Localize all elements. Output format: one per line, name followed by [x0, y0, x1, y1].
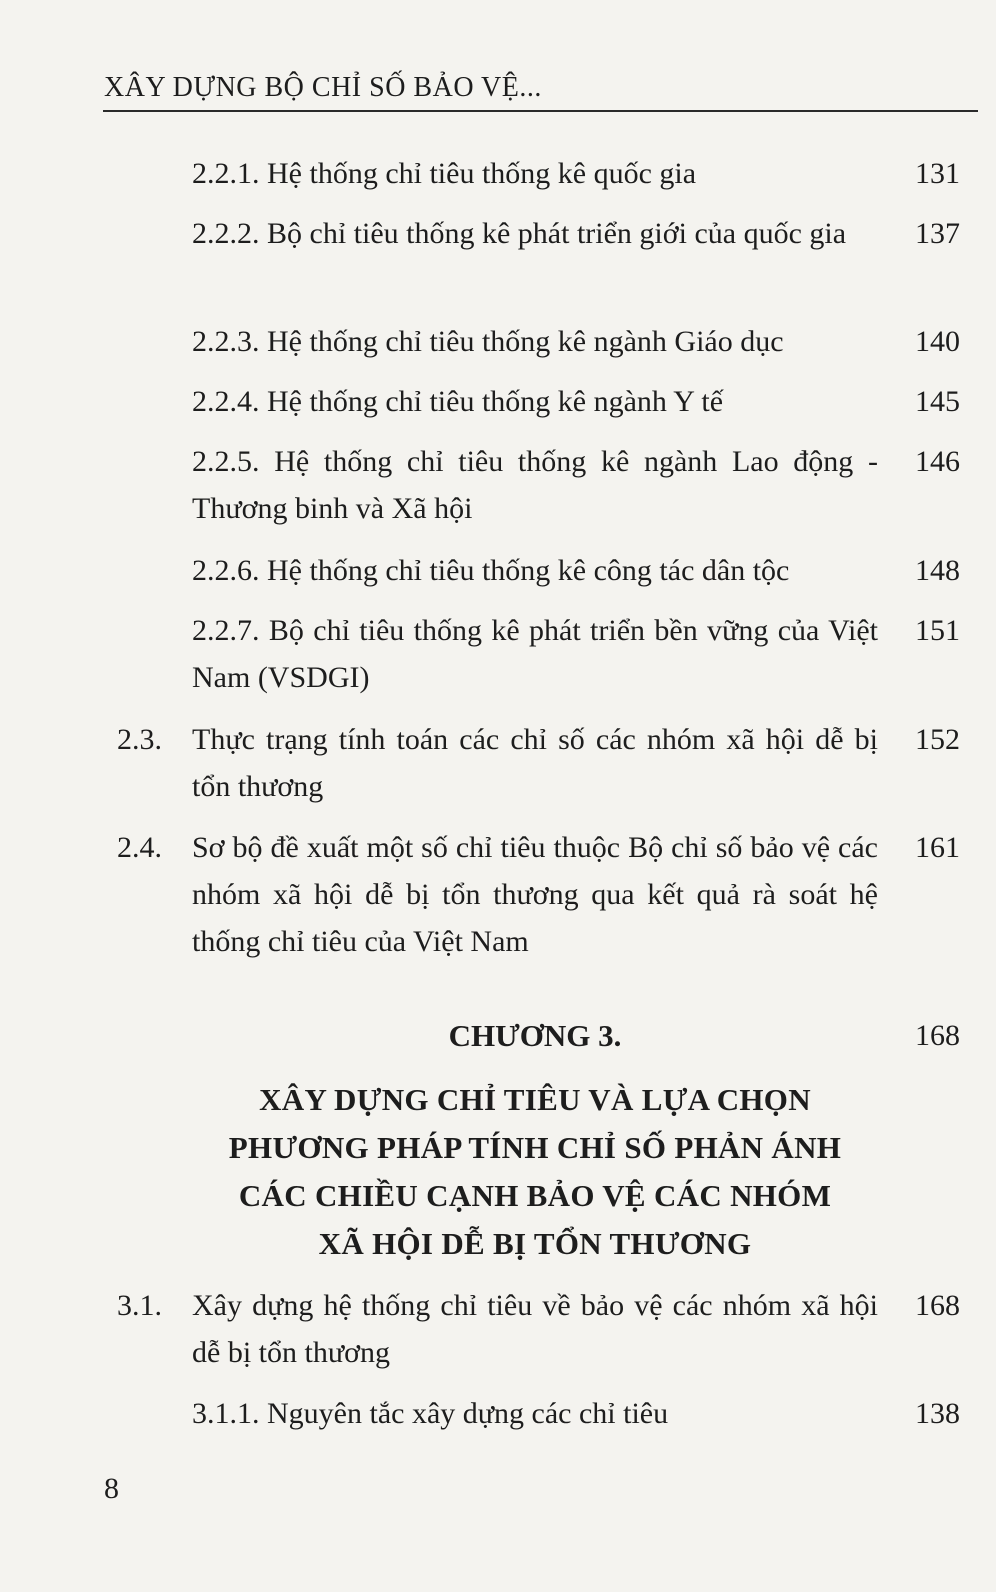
toc-entry-text: 3.1.1. Nguyên tắc xây dựng các chỉ tiêu — [192, 1397, 669, 1430]
toc-entry-page: 140 — [915, 325, 960, 358]
chapter-page: 168 — [915, 1019, 960, 1052]
toc-entry-page: 131 — [915, 157, 960, 190]
running-header: XÂY DỰNG BỘ CHỈ SỐ BẢO VỆ... — [104, 72, 542, 103]
toc-entry-text: 2.2.2. Bộ chỉ tiêu thống kê phát triển giới của quốc gia — [192, 217, 847, 250]
toc-entry-text: 2.2.7. Bộ chỉ tiêu thống kê phát triển bền vững của Việt Nam (VSDGI) — [192, 614, 878, 694]
toc-entry-page: 148 — [915, 554, 960, 587]
header-rule — [103, 110, 978, 112]
toc-entry-page: 161 — [915, 831, 960, 864]
toc-entry-number: 3.1. — [117, 1289, 162, 1322]
toc-entry-text: 2.2.5. Hệ thống chỉ tiêu thống kê ngành Lao động - Thương binh và Xã hội — [192, 445, 878, 525]
toc-entry-text: 2.2.3. Hệ thống chỉ tiêu thống kê ngành Giáo dục — [192, 325, 784, 358]
toc-entry-page: 151 — [915, 614, 960, 647]
toc-entry-page: 137 — [915, 217, 960, 250]
toc-entry-number: 2.4. — [117, 831, 162, 864]
chapter-heading — [192, 1076, 878, 1268]
toc-entry-text: 2.2.4. Hệ thống chỉ tiêu thống kê ngành Y tế — [192, 385, 724, 418]
toc-entry-page: 138 — [915, 1397, 960, 1430]
toc-entry-page: 168 — [915, 1289, 960, 1322]
toc-entry-text: Sơ bộ đề xuất một số chỉ tiêu thuộc Bộ chỉ số bảo vệ các nhóm xã hội dễ bị tổn thương qua kết quả rà soát hệ thống chỉ tiêu của Việt Nam — [192, 831, 878, 958]
chapter-heading-line: XÂY DỰNG CHỈ TIÊU VÀ LỰA CHỌN — [259, 1082, 811, 1117]
toc-entry-page: 152 — [915, 723, 960, 756]
chapter-heading-line: PHƯƠNG PHÁP TÍNH CHỈ SỐ PHẢN ÁNH — [228, 1130, 842, 1165]
toc-entry-text: Xây dựng hệ thống chỉ tiêu về bảo vệ các nhóm xã hội dễ bị tổn thương — [192, 1289, 878, 1369]
page-number: 8 — [104, 1472, 119, 1505]
toc-entry-page: 145 — [915, 385, 960, 418]
chapter-heading-line: CÁC CHIỀU CẠNH BẢO VỆ CÁC NHÓM — [238, 1178, 832, 1213]
toc-entry-text: 2.2.6. Hệ thống chỉ tiêu thống kê công tác dân tộc — [192, 554, 790, 587]
toc-entry-text: Thực trạng tính toán các chỉ số các nhóm xã hội dễ bị tổn thương — [192, 723, 878, 803]
toc-entry-page: 146 — [915, 445, 960, 478]
toc-entry-number: 2.3. — [117, 723, 162, 756]
chapter-label: CHƯƠNG 3. — [448, 1018, 622, 1053]
toc-entry-text: 2.2.1. Hệ thống chỉ tiêu thống kê quốc gia — [192, 157, 697, 190]
chapter-heading-line: XÃ HỘI DỄ BỊ TỔN THƯƠNG — [318, 1226, 752, 1261]
